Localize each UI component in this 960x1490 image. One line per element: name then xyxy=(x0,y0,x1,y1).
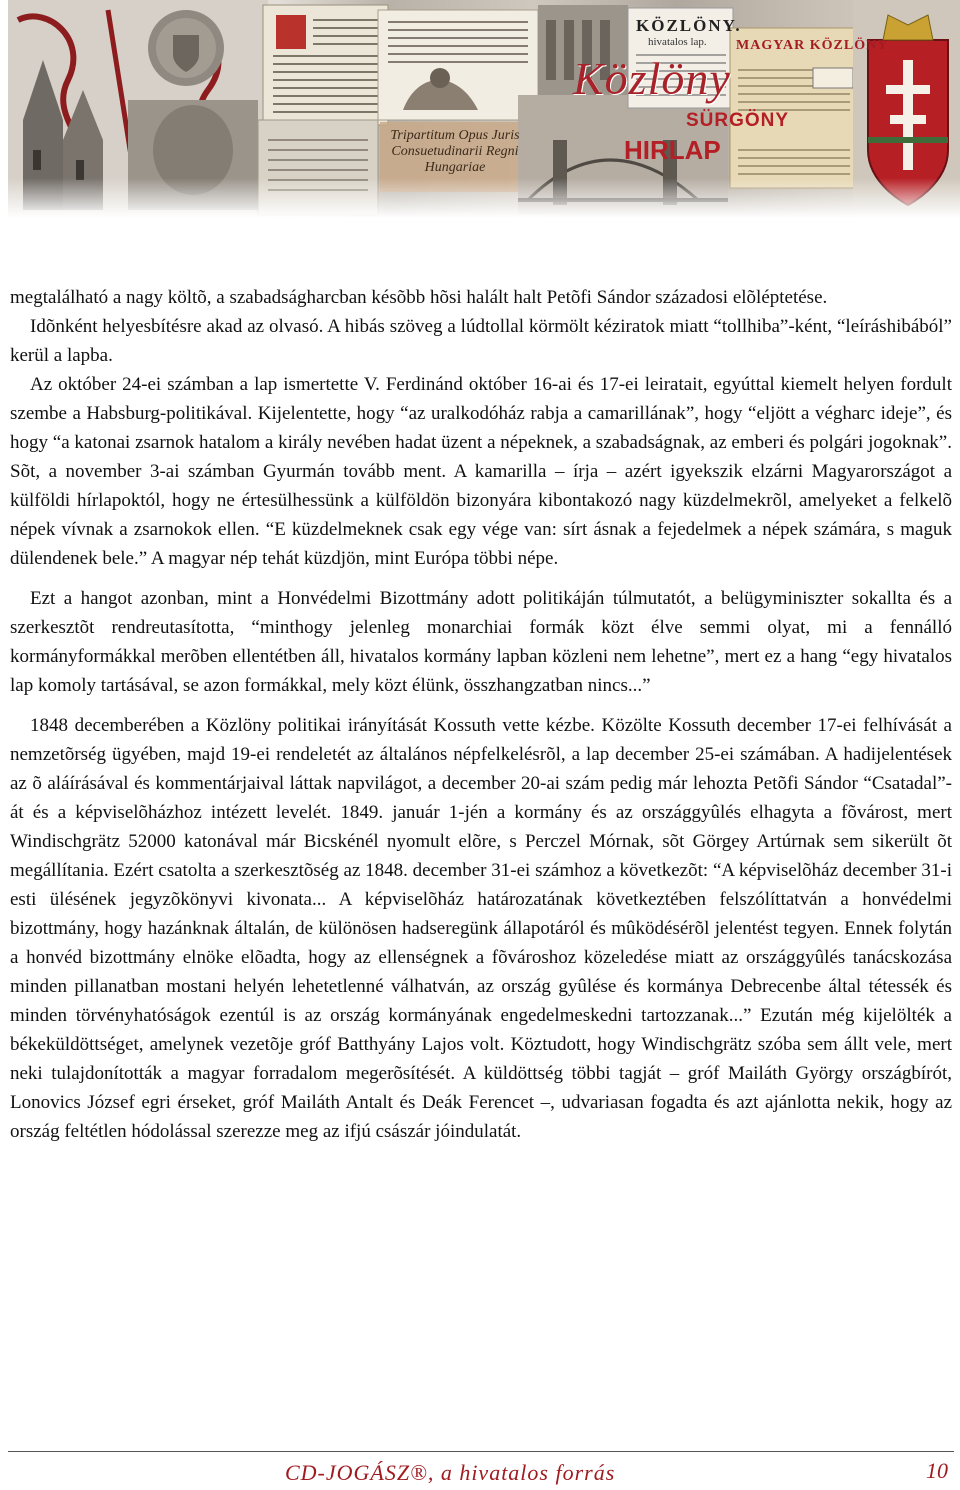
publication-subtitle-hirlap: HIRLAP xyxy=(624,135,721,165)
header-banner xyxy=(8,0,960,218)
publication-subtitle-surgony: SÜRGÖNY xyxy=(686,110,790,131)
book-title-label: Tripartitum Opus Juris Consuetudinarii Regni Hungariae xyxy=(390,128,520,175)
newspaper-masthead-sub: hivatalos lap. xyxy=(648,36,707,48)
paragraph-3: Az október 24-ei számban a lap ismertette V. Ferdinánd október 16-ai és 17-ei leiratait, egyúttal kiemelt helyen fordult szembe a Habsburg-politikával. Kijelentette, hogy “az uralkodóház rabja a camarillának”, hogy “eljött a végharc ideje”, és hogy “a katonai zsarnok hatalom a király nevében hadat üzent a népeknek, a szabadságnak, az emberi és polgári jogoknak”. Sõt, a november 3-ai számban Gyurmán tovább ment. A kamarilla – írja – azért igyekszik elzárni Magyarországot a külföldi hírlapoktól, hogy ne értesülhessünk a külföldön bizonyára kibontakozó nagy küzdelmekrõl, amelyeket a felkelõ népek vívnak a zsarnokok ellen. “E küzdelmeknek csak egy vége van: sírt ásnak a fejedelmek a népek számára, s maguk dülendenek bele.” A magyar nép tehát küzdjön, mint Európa többi népe. xyxy=(10,374,952,569)
document-body xyxy=(10,283,952,1146)
paragraph-1: megtalálható a nagy költõ, a szabadságharcban késõbb hõsi halált halt Petõfi Sándor századosi elõléptetése. xyxy=(10,287,828,308)
newspaper-masthead-kozlony: KÖZLÖNY. xyxy=(636,16,742,35)
page-number: 10 xyxy=(926,1458,948,1483)
footer-title: CD-JOGÁSZ®, a hivatalos forrás xyxy=(285,1460,616,1485)
paragraph-4: Ezt a hangot azonban, mint a Honvédelmi Bizottmány adott politikáján túlmutatót, a belügyminiszter sokallta és a szerkesztõt rendreutasította, “minthogy jelenleg monarchiai formák közt élve semmi olyat, mi a fennálló kormányformákkal merõben ellentétben áll, hivatalos kormány lapban közleni nem lehetne”, mert ez a hang “egy hivatalos lap komoly tartásával, se azon formákkal, mely közt élünk, összhangzatban nincs...” xyxy=(10,588,952,696)
banner-fade xyxy=(8,178,960,218)
newspaper-masthead-magyar: MAGYAR KÖZLÖNY xyxy=(736,38,889,53)
publication-title: Közlöny xyxy=(573,53,731,104)
paragraph-5: 1848 decemberében a Közlöny politikai irányítását Kossuth vette kézbe. Közölte Kossuth december 17-ei felhívását a nemzetõrség ügyében, majd 19-ei rendeletét az általános népfelkelésrõl, a lap december 25-ei számában. A hadijelentések az õ aláírásával és kommentárjaival láttak napvilágot, a december 20-ai szám pedig már lehozta Petõfi Sándor “Csatadal”-át és a képviselõházhoz intézett levelét. 1849. január 1-jén a kormány és az országgyûlés elhagyta a fõvárost, mert Windischgrätz 52000 katonával már Bicskénél nyomult elõre, s Perczel Mórnak, sõt Görgey Artúrnak sem sikerült õt megállítania. Ezért csatolta a szerkesztõség az 1848. december 31-ei számhoz a következõt: “A képviselõház december 31-i esti ülésének jegyzõkönyvi kivonata... A képviselõház határozatának következtében felszólíttatván a honvédelmi bizottmány, hogy hazánknak általán, de különösen hadseregünk állapotáról és mûködésérõl jelentést tegyen. Ennek folytán a honvéd bizottmány elnöke elõadta, hogy az ellenségnek a fõvároshoz közeledése miatt az országgyûlés tanácskozása minden pillanatban mostani helyén lehetetlenné válhatván, az ország gyûlése és kormánya Debrecenbe által tétessék és minden törvényhatóságok ezentúl is az ország kormányának engedelmeskedni tartozzanak...” Ezután még kijelölték a békeküldöttséget, amelynek vezetõje gróf Batthyány Lajos volt. Köztudott, hogy Windischgrätz szóba sem állt vele, mert neki tulajdonították a magyar forradalom megerõsítését. A küldöttség többi tagját – gróf Mailáth György országbírót, Lonovics József egri érseket, gróf Mailáth Antalt és Deák Ferencet –, udvariasan fogadta és azt ajánlotta nekik, hogy az ország feltétlen hódolással szerezze meg az ifjú császár jóindulatát. xyxy=(10,715,952,1142)
paragraph-2: Idõnként helyesbítésre akad az olvasó. A hibás szöveg a lúdtollal körmölt kéziratok miatt “tollhiba”-ként, “leíráshibából” kerül a lapba. xyxy=(10,316,952,366)
footer-divider xyxy=(8,1451,954,1452)
